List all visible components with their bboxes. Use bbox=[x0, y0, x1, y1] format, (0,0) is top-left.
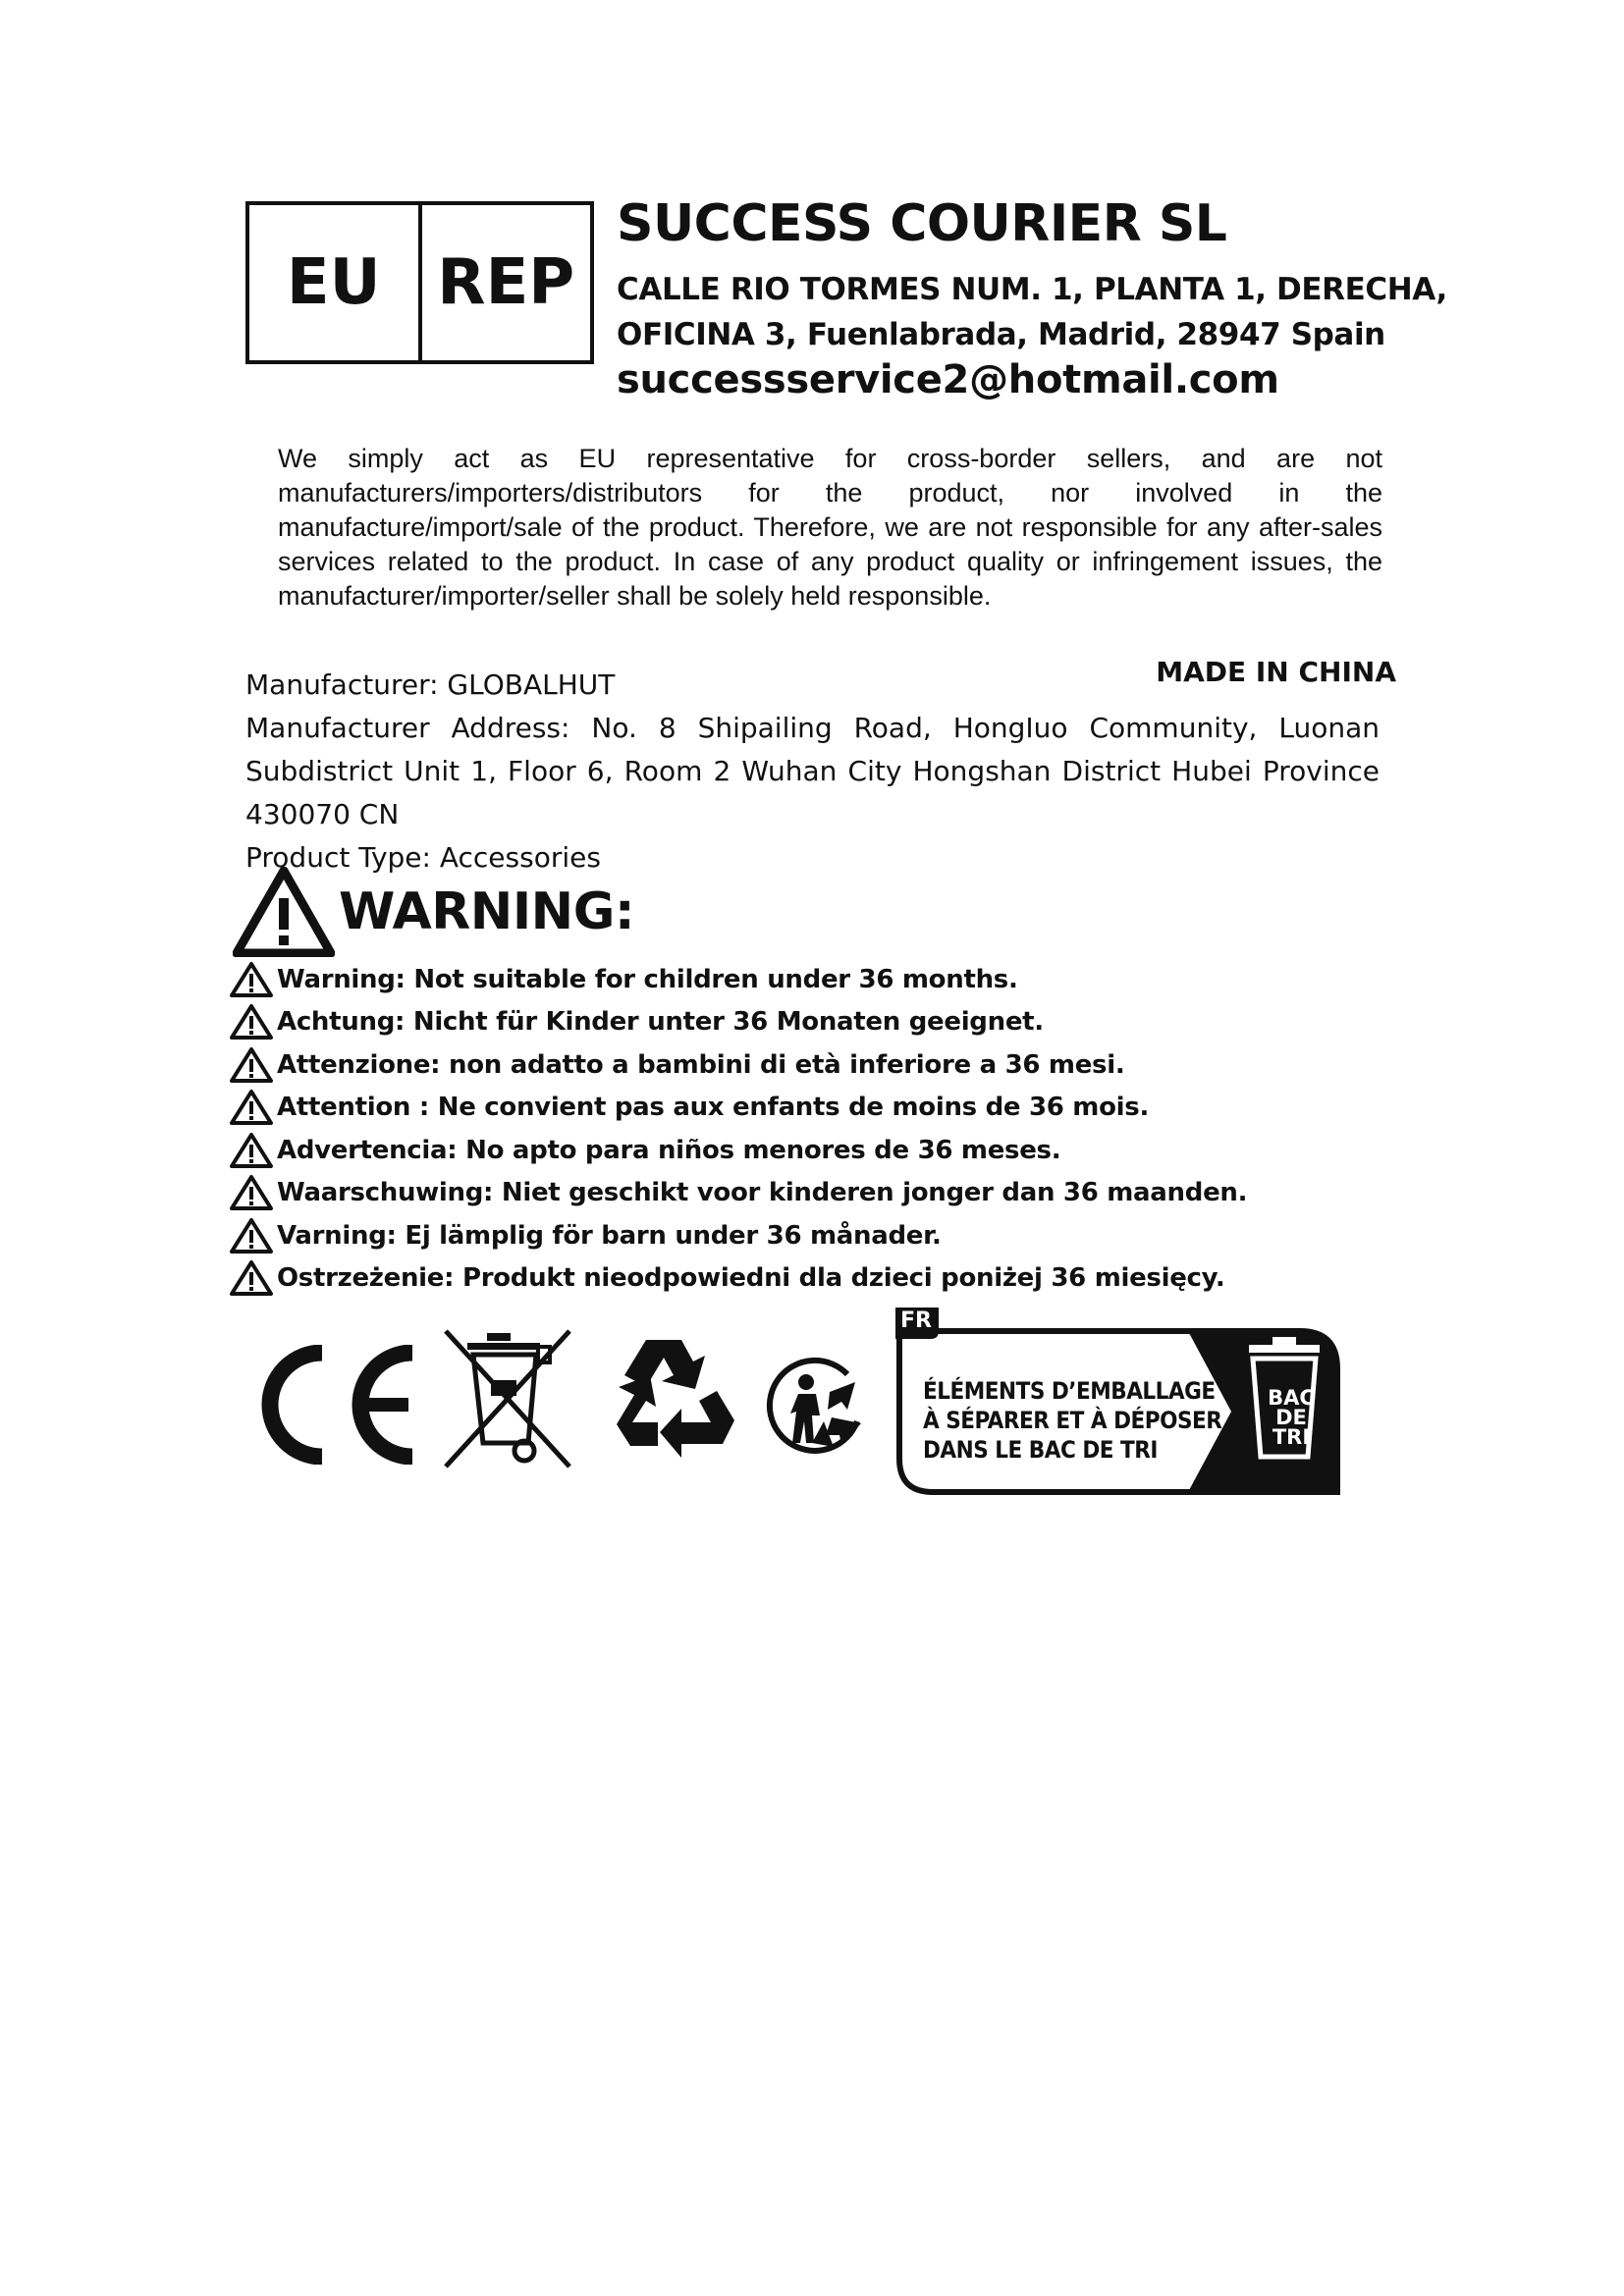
warning-triangle-icon bbox=[229, 1089, 274, 1126]
warning-text: Warning: Not suitable for children under 36 months. bbox=[277, 964, 1018, 994]
triman-line-1: ÉLÉMENTS D’EMBALLAGE bbox=[923, 1377, 1216, 1405]
warning-item bbox=[229, 1129, 1407, 1172]
bin-label bbox=[1260, 1388, 1323, 1447]
rep-label: REP bbox=[418, 205, 591, 360]
warning-triangle-icon bbox=[229, 1259, 274, 1297]
warning-text: Achtung: Nicht für Kinder unter 36 Monaten geeignet. bbox=[277, 1007, 1044, 1038]
manufacturer-name: Manufacturer: GLOBALHUT bbox=[245, 668, 616, 701]
country-code: FR bbox=[900, 1308, 932, 1333]
warning-text: Advertencia: No apto para niños menores de 36 meses. bbox=[277, 1135, 1061, 1165]
bin-line-1: BAC bbox=[1268, 1386, 1315, 1410]
eu-label: EU bbox=[286, 246, 381, 319]
weee-crossed-bin-icon bbox=[438, 1325, 577, 1472]
warning-item bbox=[229, 958, 1407, 1001]
ce-mark-icon bbox=[251, 1345, 420, 1465]
warning-title: WARNING: bbox=[339, 882, 635, 941]
company-address bbox=[617, 267, 1447, 357]
warning-triangle-icon bbox=[229, 1174, 274, 1211]
triman-icon bbox=[761, 1353, 869, 1461]
warning-triangle-icon bbox=[229, 1217, 274, 1255]
manufacturer-address-2: Subdistrict Unit 1, Floor 6, Room 2 Wuhan City Hongshan District Hubei Province bbox=[245, 755, 1380, 787]
warning-item bbox=[229, 1087, 1407, 1130]
made-in-label: MADE IN CHINA bbox=[1156, 656, 1396, 688]
warning-text: Attention : Ne convient pas aux enfants de moins de 36 mois. bbox=[277, 1093, 1150, 1123]
bin-line-3: TRI bbox=[1272, 1425, 1311, 1449]
warning-triangle-icon bbox=[229, 1046, 274, 1084]
triman-line-2: À SÉPARER ET À DÉPOSER bbox=[923, 1407, 1222, 1434]
warning-item bbox=[229, 1172, 1407, 1215]
warning-item bbox=[229, 1043, 1407, 1087]
product-type: Product Type: Accessories bbox=[245, 841, 601, 874]
company-email: successservice2@hotmail.com bbox=[617, 357, 1279, 402]
warning-item bbox=[229, 1257, 1407, 1301]
warning-text: Waarschuwing: Niet geschikt voor kinderen jonger dan 36 maanden. bbox=[277, 1178, 1248, 1208]
warning-item bbox=[229, 1214, 1407, 1257]
warning-triangle-icon bbox=[229, 1003, 274, 1041]
address-line-1: CALLE RIO TORMES NUM. 1, PLANTA 1, DERECHA, bbox=[617, 272, 1447, 307]
compliance-symbols bbox=[245, 1306, 1345, 1502]
disclaimer: We simply act as EU representative for cross-border sellers, and are not manufacturers/importers/distributors for the product, nor involved in the manufacture/import/sale of the product. Therefore, we are not responsible for any after-sales services related to the product. In case of any product quality or infringement issues, the manufacturer/importer/seller shall be solely held responsible. bbox=[278, 444, 1382, 611]
warning-text: Varning: Ej lämplig för barn under 36 månader. bbox=[277, 1220, 942, 1251]
warning-triangle-icon bbox=[229, 1132, 274, 1169]
manufacturer-address-1: Manufacturer Address: No. 8 Shipailing Road, HongIuo Community, Luonan bbox=[245, 712, 1380, 744]
triman-text bbox=[923, 1376, 1221, 1465]
warning-heading bbox=[233, 867, 634, 957]
warning-text: Ostrzeżenie: Produkt nieodpowiedni dla dzieci poniżej 36 miesięcy. bbox=[277, 1263, 1225, 1294]
address-line-2: OFICINA 3, Fuenlabrada, Madrid, 28947 Spain bbox=[617, 317, 1385, 352]
warning-triangle-icon bbox=[229, 961, 274, 998]
recycle-icon bbox=[595, 1330, 737, 1468]
warning-list bbox=[229, 958, 1407, 1300]
eu-rep-box bbox=[245, 201, 594, 364]
warning-text: Attenzione: non adatto a bambini di età inferiore a 36 mesi. bbox=[277, 1049, 1125, 1080]
warning-item bbox=[229, 1001, 1407, 1044]
manufacturer-address-3: 430070 CN bbox=[245, 798, 400, 830]
warning-triangle-icon bbox=[233, 867, 335, 957]
company-name: SUCCESS COURIER SL bbox=[617, 194, 1227, 253]
manufacturer-info bbox=[245, 664, 1380, 880]
triman-line-3: DANS LE BAC DE TRI bbox=[923, 1436, 1158, 1464]
bin-line-2: DE bbox=[1275, 1406, 1307, 1429]
